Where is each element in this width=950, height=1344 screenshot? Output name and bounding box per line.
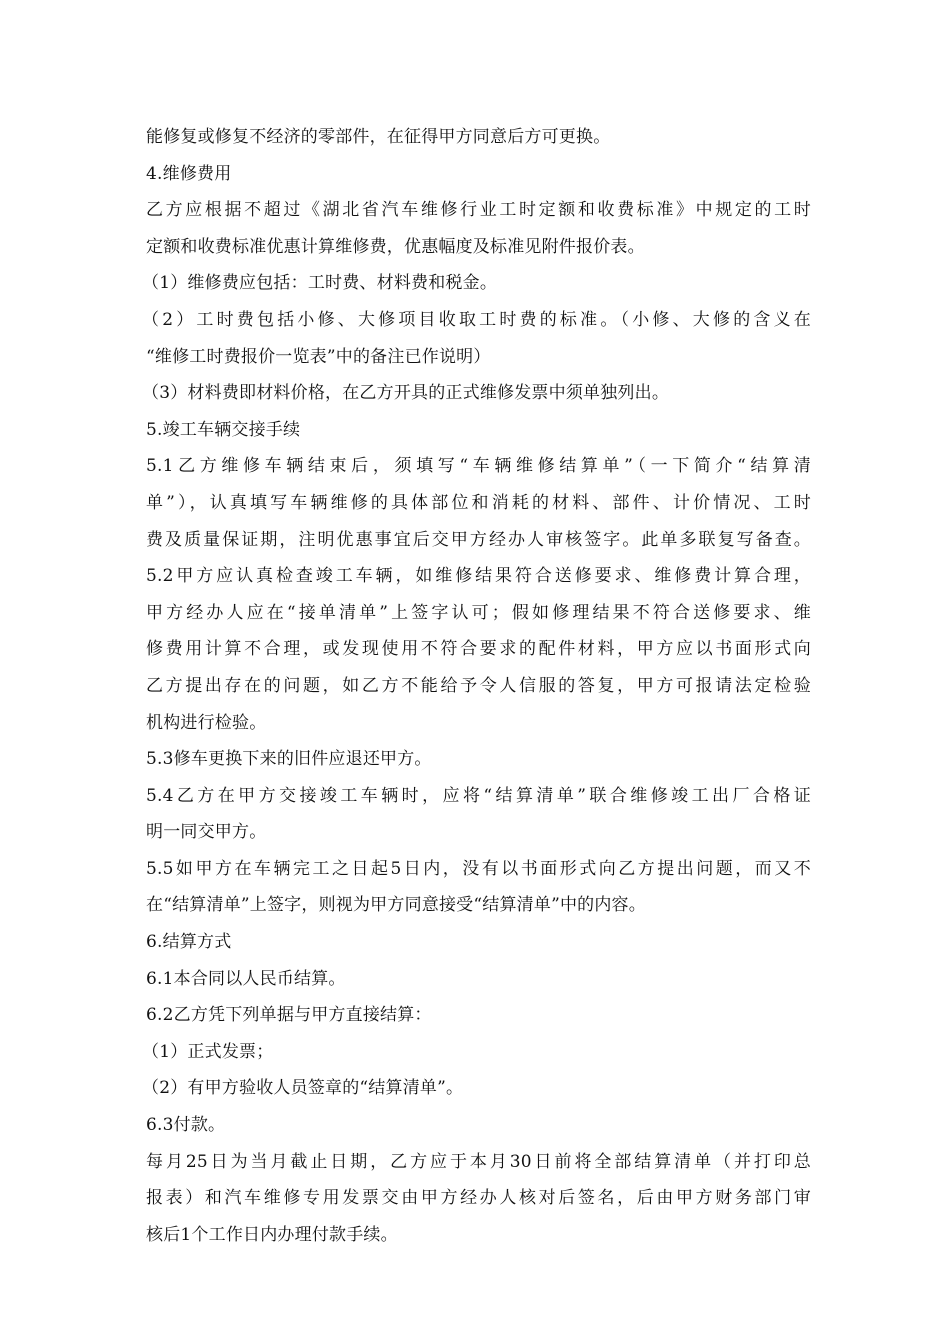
text-line: 5.竣工车辆交接手续 (146, 419, 301, 440)
text-line: 5.1乙方维修车辆结束后，须填写“车辆维修结算单”（一下简介“结算清 (146, 456, 811, 477)
text-line: 费及质量保证期，注明优惠事宜后交甲方经办人审核签字。此单多联复写备查。 (146, 529, 811, 550)
document-body (142, 119, 811, 1253)
text-line: 核后1个工作日内办理付款手续。 (146, 1224, 398, 1245)
text-line: （1）正式发票； (142, 1041, 274, 1062)
text-line: 乙方提出存在的问题，如乙方不能给予令人信服的答复，甲方可报请法定检验 (146, 675, 811, 696)
text-line: 6.2乙方凭下列单据与甲方直接结算： (146, 1005, 432, 1026)
text-line: 6.1本合同以人民币结算。 (146, 968, 346, 989)
text-line: 修费用计算不合理，或发现使用不符合要求的配件材料，甲方应以书面形式向 (146, 639, 811, 660)
text-line: 在“结算清单”上签字，则视为甲方同意接受“结算清单”中的内容。 (146, 895, 646, 916)
text-line: （1）维修费应包括：工时费、材料费和税金。 (142, 273, 498, 294)
text-line: 明一同交甲方。 (146, 822, 267, 843)
text-line: 甲方经办人应在“接单清单”上签字认可；假如修理结果不符合送修要求、维 (146, 602, 811, 623)
text-line: （2）有甲方验收人员签章的“结算清单”。 (142, 1078, 464, 1099)
text-line: 6.3付款。 (146, 1115, 226, 1136)
text-line: 5.4乙方在甲方交接竣工车辆时，应将“结算清单”联合维修竣工出厂合格证 (146, 785, 811, 806)
text-line: 4.维修费用 (146, 163, 232, 184)
text-line: 定额和收费标准优惠计算维修费，优惠幅度及标准见附件报价表。 (146, 236, 645, 257)
text-line: 每月25日为当月截止日期，乙方应于本月30日前将全部结算清单（并打印总 (146, 1151, 811, 1172)
text-line: “维修工时费报价一览表”中的备注已作说明） (146, 346, 491, 367)
text-line: 5.2甲方应认真检查竣工车辆，如维修结果符合送修要求、维修费计算合理， (146, 566, 811, 587)
text-line: （3）材料费即材料价格，在乙方开具的正式维修发票中须单独列出。 (142, 383, 670, 404)
text-line: 5.3修车更换下来的旧件应退还甲方。 (146, 749, 432, 770)
text-line: 报表）和汽车维修专用发票交由甲方经办人核对后签名，后由甲方财务部门审 (146, 1188, 811, 1209)
text-line: 6.结算方式 (146, 932, 232, 953)
text-line: 5.5如甲方在车辆完工之日起5日内，没有以书面形式向乙方提出问题，而又不 (146, 858, 811, 879)
text-line: 机构进行检验。 (146, 712, 267, 733)
text-line: 乙方应根据不超过《湖北省汽车维修行业工时定额和收费标准》中规定的工时 (146, 200, 811, 221)
text-line: 能修复或修复不经济的零部件，在征得甲方同意后方可更换。 (146, 127, 611, 147)
text-line: （2）工时费包括小修、大修项目收取工时费的标准。（小修、大修的含义在 (142, 309, 811, 330)
text-line: 单”），认真填写车辆维修的具体部位和消耗的材料、部件、计价情况、工时 (146, 492, 811, 513)
